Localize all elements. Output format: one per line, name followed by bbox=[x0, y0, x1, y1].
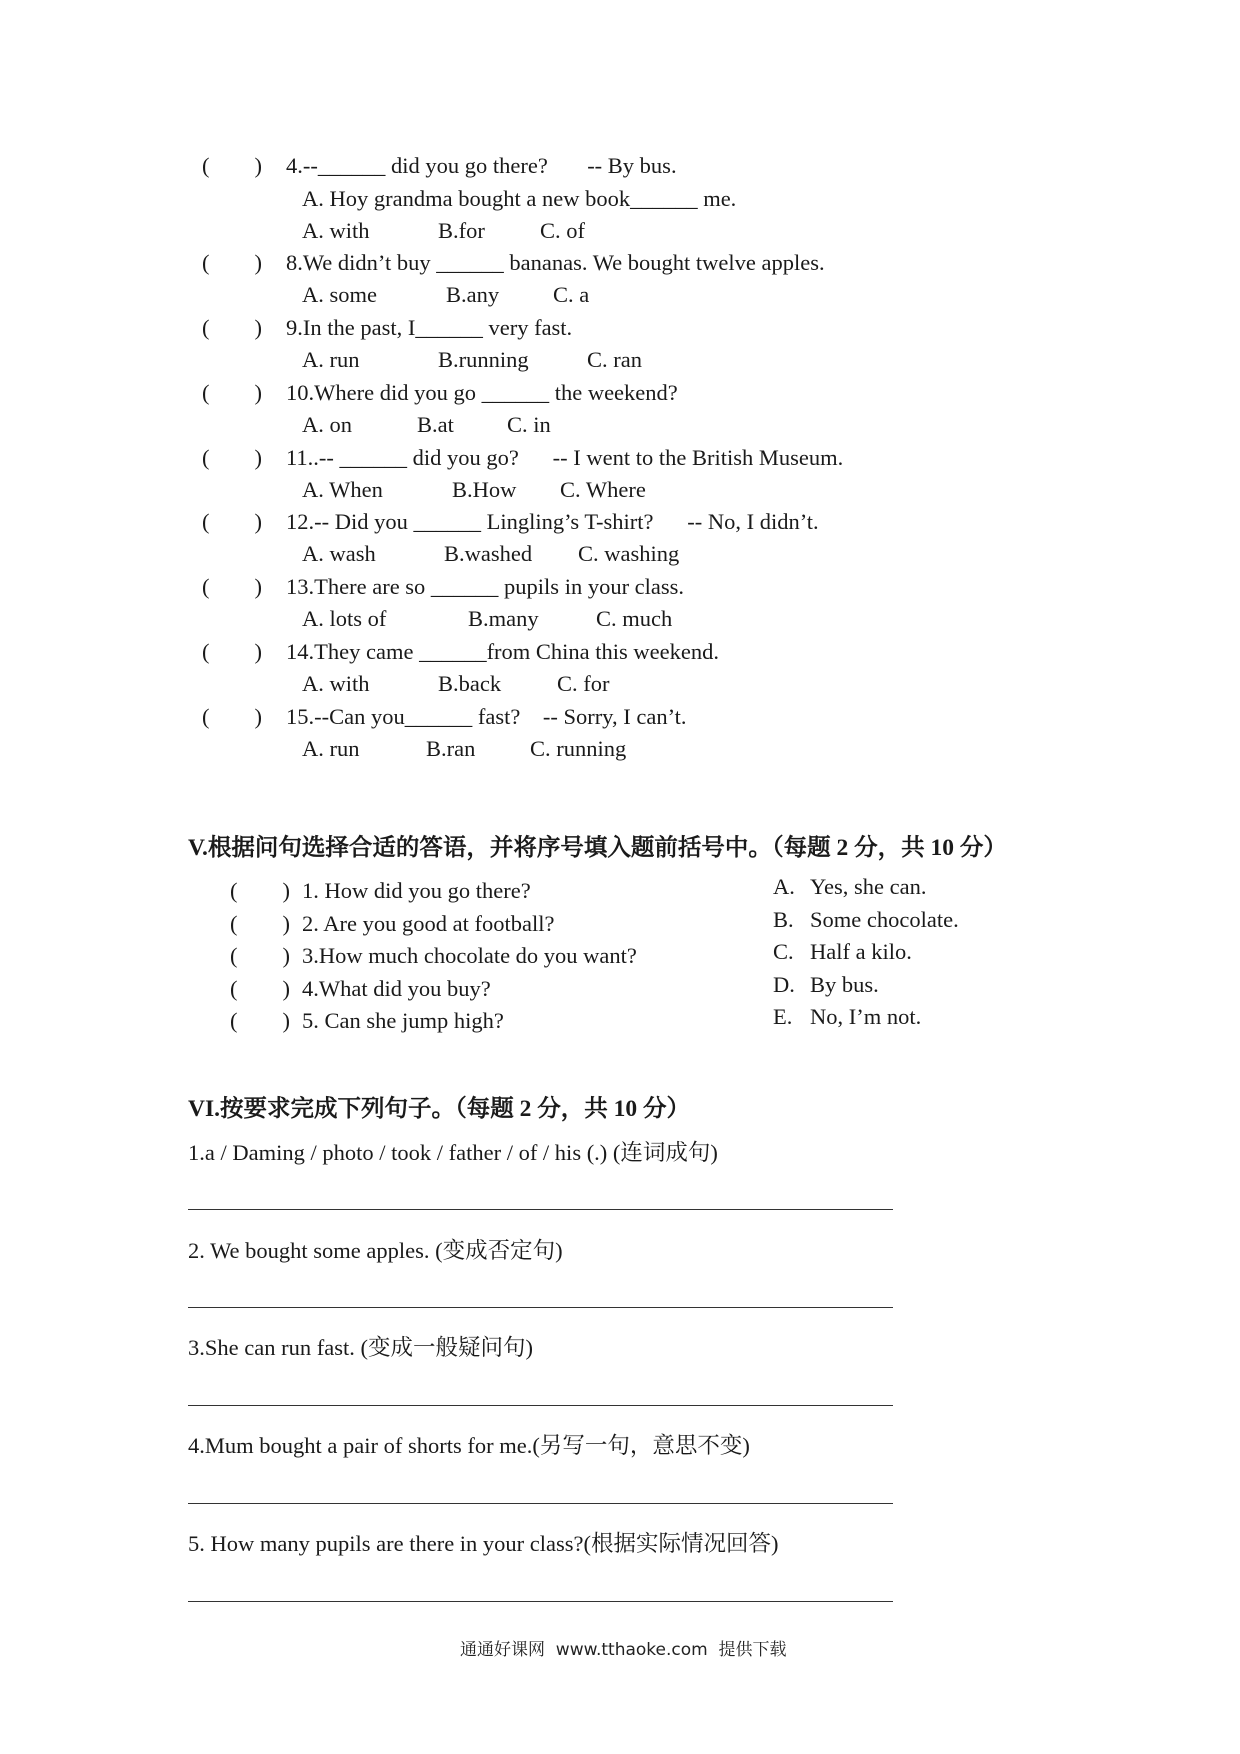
option-c: C. of bbox=[540, 218, 585, 243]
prompt-4: 4.Mum bought a pair of shorts for me.(另写一句，意思不变) bbox=[188, 1433, 750, 1458]
answer-line-1[interactable] bbox=[188, 1209, 893, 1210]
option-c: C. washing bbox=[578, 541, 680, 566]
answer-paren: ( ) bbox=[202, 250, 262, 275]
answer-letter: D. bbox=[773, 972, 795, 997]
option-a: A. run bbox=[302, 347, 360, 372]
option-a: A. When bbox=[302, 477, 383, 502]
prompt-2: 2. We bought some apples. (变成否定句) bbox=[188, 1238, 563, 1263]
option-c: C. Where bbox=[560, 477, 646, 502]
option-b: B.for bbox=[438, 218, 485, 243]
option-b: B.back bbox=[438, 671, 502, 696]
answer-line-5[interactable] bbox=[188, 1601, 893, 1602]
answer-letter: A. bbox=[773, 874, 795, 899]
question-12: 12.-- Did you ______ Lingling’s T-shirt? -- No, I didn’t. bbox=[286, 509, 819, 534]
option-a: A. lots of bbox=[302, 606, 387, 631]
answer-paren: ( ) bbox=[230, 976, 290, 1001]
question-15: 15.--Can you______ fast? -- Sorry, I can’t. bbox=[286, 704, 687, 729]
option-b: B.How bbox=[452, 477, 517, 502]
answer-line-2[interactable] bbox=[188, 1307, 893, 1308]
option-b: B.washed bbox=[444, 541, 533, 566]
answer-text: Some chocolate. bbox=[810, 907, 959, 932]
option-a: A. on bbox=[302, 412, 352, 437]
option-c: C. in bbox=[507, 412, 551, 437]
question-4: 4.--______ did you go there? -- By bus. bbox=[286, 153, 677, 178]
question-13: 13.There are so ______ pupils in your class. bbox=[286, 574, 685, 599]
answer-paren: ( ) bbox=[202, 704, 262, 729]
answer-text: Half a kilo. bbox=[810, 939, 912, 964]
match-question-1: 1. How did you go there? bbox=[302, 878, 531, 903]
option-a: A. run bbox=[302, 736, 360, 761]
answer-text: Yes, she can. bbox=[810, 874, 927, 899]
answer-paren: ( ) bbox=[202, 509, 262, 534]
option-c: C. much bbox=[596, 606, 673, 631]
answer-text: By bus. bbox=[810, 972, 879, 997]
answer-paren: ( ) bbox=[202, 574, 262, 599]
footer-text: 通通好课网 www.tthaoke.com 提供下载 bbox=[460, 1640, 787, 1660]
question-14: 14.They came ______from China this weekend. bbox=[286, 639, 720, 664]
section-v-heading: V.根据问句选择合适的答语，并将序号填入题前括号中。（每题 2 分，共 10 分） bbox=[188, 835, 1007, 861]
match-question-4: 4.What did you buy? bbox=[302, 976, 491, 1001]
answer-paren: ( ) bbox=[230, 943, 290, 968]
question-9: 9.In the past, I______ very fast. bbox=[286, 315, 573, 340]
option-a: A. with bbox=[302, 671, 370, 696]
option-b: B.ran bbox=[426, 736, 476, 761]
option-b: B.running bbox=[438, 347, 529, 372]
answer-paren: ( ) bbox=[230, 878, 290, 903]
answer-paren: ( ) bbox=[230, 1008, 290, 1033]
question-10: 10.Where did you go ______ the weekend? bbox=[286, 380, 678, 405]
prompt-5: 5. How many pupils are there in your class?(根据实际情况回答) bbox=[188, 1531, 779, 1556]
prompt-3: 3.She can run fast. (变成一般疑问句) bbox=[188, 1335, 533, 1360]
answer-paren: ( ) bbox=[202, 315, 262, 340]
option-a: A. wash bbox=[302, 541, 376, 566]
answer-line-4[interactable] bbox=[188, 1503, 893, 1504]
option-c: C. running bbox=[530, 736, 627, 761]
question-4-sentence: A. Hoy grandma bought a new book______ me. bbox=[302, 186, 737, 211]
answer-letter: C. bbox=[773, 939, 794, 964]
option-a: A. some bbox=[302, 282, 377, 307]
section-vi-heading: VI.按要求完成下列句子。（每题 2 分，共 10 分） bbox=[188, 1096, 690, 1122]
prompt-1: 1.a / Daming / photo / took / father / of / his (.) (连词成句) bbox=[188, 1140, 718, 1165]
option-a: A. with bbox=[302, 218, 370, 243]
question-8: 8.We didn’t buy ______ bananas. We bought twelve apples. bbox=[286, 250, 825, 275]
answer-paren: ( ) bbox=[202, 445, 262, 470]
match-question-2: 2. Are you good at football? bbox=[302, 911, 555, 936]
answer-line-3[interactable] bbox=[188, 1405, 893, 1406]
answer-letter: B. bbox=[773, 907, 794, 932]
option-c: C. for bbox=[557, 671, 610, 696]
question-11: 11..-- ______ did you go? -- I went to the British Museum. bbox=[286, 445, 844, 470]
answer-paren: ( ) bbox=[202, 153, 262, 178]
option-b: B.at bbox=[417, 412, 454, 437]
match-question-3: 3.How much chocolate do you want? bbox=[302, 943, 637, 968]
answer-text: No, I’m not. bbox=[810, 1004, 922, 1029]
answer-paren: ( ) bbox=[202, 380, 262, 405]
answer-letter: E. bbox=[773, 1004, 793, 1029]
option-c: C. a bbox=[553, 282, 590, 307]
option-b: B.many bbox=[468, 606, 539, 631]
answer-paren: ( ) bbox=[230, 911, 290, 936]
option-b: B.any bbox=[446, 282, 500, 307]
match-question-5: 5. Can she jump high? bbox=[302, 1008, 504, 1033]
option-c: C. ran bbox=[587, 347, 642, 372]
answer-paren: ( ) bbox=[202, 639, 262, 664]
